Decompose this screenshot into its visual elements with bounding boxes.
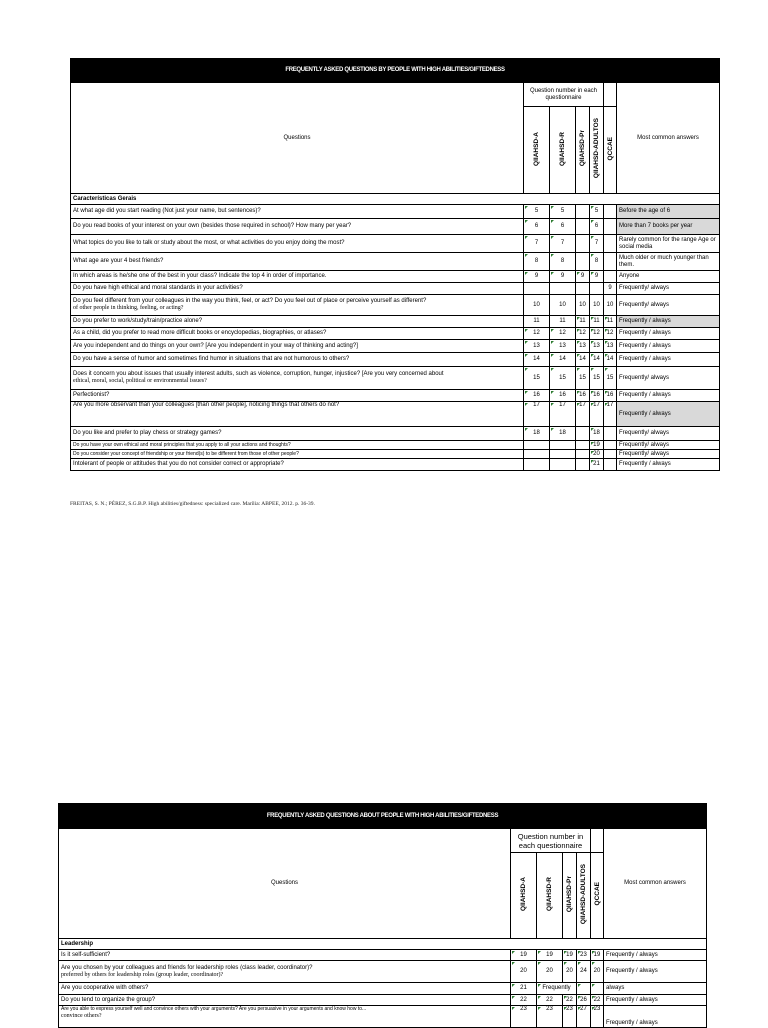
table-row xyxy=(71,271,720,283)
question-cell: Do you tend to organize the group? xyxy=(59,995,511,1006)
num-cell xyxy=(550,283,576,295)
num-cell: 12 xyxy=(576,328,590,340)
num-cell: 11 xyxy=(576,316,590,328)
num-cell xyxy=(604,205,617,219)
num-cell: 15 xyxy=(524,367,550,390)
header-blank-cell xyxy=(604,83,617,107)
num-cell: Frequently xyxy=(537,983,577,995)
num-cell: 16 xyxy=(604,390,617,402)
num-cell: 14 xyxy=(590,353,604,367)
num-cell xyxy=(604,219,617,235)
num-cell: 10 xyxy=(550,295,576,316)
answer-cell: Rarely common for the range Age or social media xyxy=(617,235,720,253)
num-cell: 17 xyxy=(524,402,550,427)
answer-cell: Frequently / always xyxy=(617,340,720,353)
question-cell: Do you like and prefer to play chess or strategy games? xyxy=(71,427,524,441)
num-cell: 9 xyxy=(524,271,550,283)
num-cell xyxy=(604,253,617,271)
table-row xyxy=(71,340,720,353)
num-cell xyxy=(550,459,576,471)
num-cell: 23 xyxy=(577,950,591,961)
num-cell: 17 xyxy=(576,402,590,427)
num-cell xyxy=(576,283,590,295)
col-header: QCCAE xyxy=(591,853,604,939)
num-cell: 12 xyxy=(604,328,617,340)
num-cell xyxy=(604,441,617,450)
num-cell: 13 xyxy=(524,340,550,353)
num-cell: 14 xyxy=(604,353,617,367)
questions-header: Questions xyxy=(59,829,511,939)
col-header: QIIAHSD-Pr xyxy=(563,853,577,939)
num-cell: 24 xyxy=(577,961,591,983)
question-cell: Are you chosen by your colleagues and friends for leadership roles (class leader, coordinator)? preferred by others for leadership roles (group leader, coordinator)? xyxy=(59,961,511,983)
table-row xyxy=(59,1006,707,1028)
table-row xyxy=(59,995,707,1006)
answer-cell: Before the age of 6 xyxy=(617,205,720,219)
question-cell: Are you cooperative with others? xyxy=(59,983,511,995)
num-cell: 19 xyxy=(511,950,537,961)
question-cell: Do you have a sense of humor and sometimes find humor in situations that are not humorous to others? xyxy=(71,353,524,367)
num-cell: 13 xyxy=(604,340,617,353)
num-cell: 21 xyxy=(511,983,537,995)
num-cell: 27 xyxy=(577,1006,591,1028)
col-header: QCCAE xyxy=(604,107,617,194)
num-cell: 13 xyxy=(550,340,576,353)
num-cell: 20 xyxy=(590,450,604,459)
num-cell: 10 xyxy=(590,295,604,316)
table-row xyxy=(71,219,720,235)
num-cell xyxy=(576,205,590,219)
num-cell: 7 xyxy=(590,235,604,253)
num-cell: 8 xyxy=(524,253,550,271)
num-cell: 5 xyxy=(550,205,576,219)
num-cell xyxy=(604,271,617,283)
col-header: QIIAHSD-R xyxy=(550,107,576,194)
col-header: QIIAHSD-R xyxy=(537,853,563,939)
num-cell xyxy=(524,441,550,450)
table-row xyxy=(71,295,720,316)
num-cell: 15 xyxy=(550,367,576,390)
num-cell: 19 xyxy=(590,441,604,450)
answer-cell: Much older or much younger than them. xyxy=(617,253,720,271)
num-cell: 14 xyxy=(550,353,576,367)
section-header: Leadership xyxy=(59,939,707,950)
num-cell: 22 xyxy=(537,995,563,1006)
answer-cell: Frequently/ always xyxy=(617,367,720,390)
num-cell xyxy=(604,427,617,441)
num-cell xyxy=(577,983,591,995)
col-header: QIIAHSD-A xyxy=(524,107,550,194)
faq-table-2 xyxy=(58,803,707,1028)
num-cell xyxy=(550,441,576,450)
table-row xyxy=(59,950,707,961)
question-cell: Perfectionist? xyxy=(71,390,524,402)
num-cell xyxy=(590,283,604,295)
num-cell: 10 xyxy=(604,295,617,316)
col-header: QIIAHSD-Pr xyxy=(576,107,590,194)
num-cell: 18 xyxy=(524,427,550,441)
answer-cell: More than 7 books per year xyxy=(617,219,720,235)
num-cell xyxy=(576,427,590,441)
num-cell xyxy=(576,219,590,235)
header-blank-cell xyxy=(591,829,604,853)
table-row xyxy=(71,328,720,340)
section-header: Características Gerais xyxy=(71,194,720,205)
faq-table-1 xyxy=(70,58,720,471)
question-cell: Do you feel different from your colleagues in the way you think, feel, or act? Do you feel out of place or perceive yourself as different? of other people in thinking, feeling, or acting? xyxy=(71,295,524,316)
num-cell: 6 xyxy=(524,219,550,235)
num-cell xyxy=(604,450,617,459)
num-cell: 15 xyxy=(604,367,617,390)
num-cell: 10 xyxy=(524,295,550,316)
num-cell: 5 xyxy=(524,205,550,219)
num-cell: 14 xyxy=(576,353,590,367)
table-row xyxy=(71,367,720,390)
num-cell: 17 xyxy=(604,402,617,427)
num-cell: 19 xyxy=(537,950,563,961)
question-cell: Do you have high ethical and moral standards in your activities? xyxy=(71,283,524,295)
answer-cell: Frequently / always xyxy=(604,995,707,1006)
table-row xyxy=(71,205,720,219)
num-cell: 22 xyxy=(511,995,537,1006)
num-cell: 26 xyxy=(577,995,591,1006)
num-cell: 6 xyxy=(590,219,604,235)
num-cell: 20 xyxy=(563,961,577,983)
col-header: QIIAHSD-A xyxy=(511,853,537,939)
citation-footnote: FREITAS, S. N.; PÉREZ, S.G.B.P. High abilities/giftedness: specialized care. Marília: ABPEE, 2012. p. 36-39. xyxy=(70,501,315,507)
num-cell: 22 xyxy=(563,995,577,1006)
table-row xyxy=(59,983,707,995)
table-row xyxy=(71,427,720,441)
num-cell xyxy=(524,459,550,471)
answer-cell: Frequently/ always xyxy=(617,441,720,450)
question-cell: Do you read books of your interest on your own (besides those required in school)? How many per year? xyxy=(71,219,524,235)
question-cell: Do you prefer to work/study/train/practice alone? xyxy=(71,316,524,328)
num-cell: 8 xyxy=(590,253,604,271)
question-cell: Are you independent and do things on your own? [Are you independent in your way of thinking and acting?] xyxy=(71,340,524,353)
table-row xyxy=(71,353,720,367)
num-cell: 16 xyxy=(550,390,576,402)
num-cell: 20 xyxy=(591,961,604,983)
answer-cell: Anyone xyxy=(617,271,720,283)
table-row xyxy=(71,390,720,402)
table-row xyxy=(59,961,707,983)
question-cell: Do you have your own ethical and moral principles that you apply to all your actions and thoughts? xyxy=(71,441,524,450)
answer-cell: Frequently / always xyxy=(617,459,720,471)
num-cell: 10 xyxy=(576,295,590,316)
question-cell: Does it concern you about issues that usually interest adults, such as violence, corruption, hunger, injustice? [Are you very concerned about ethical, moral, social, political or environmental issues? xyxy=(71,367,524,390)
question-cell: What topics do you like to talk or study about the most, or what activities do you enjoy doing the most? xyxy=(71,235,524,253)
question-number-header: Question number in each questionnaire xyxy=(524,83,604,107)
answer-cell: Frequently / always xyxy=(617,316,720,328)
num-cell: 9 xyxy=(604,283,617,295)
table-row xyxy=(71,283,720,295)
table-row xyxy=(71,441,720,450)
question-cell: Are you able to express yourself well and convince others with your arguments? Are you persuasive in your arguments and know how to... convince others? xyxy=(59,1006,511,1028)
table-row xyxy=(71,316,720,328)
question-number-header: Question number in each questionnaire xyxy=(511,829,591,853)
num-cell: 13 xyxy=(590,340,604,353)
num-cell xyxy=(576,235,590,253)
num-cell: 9 xyxy=(576,271,590,283)
num-cell: 11 xyxy=(604,316,617,328)
table-row xyxy=(71,235,720,253)
num-cell: 23 xyxy=(537,1006,563,1028)
num-cell xyxy=(524,450,550,459)
num-cell: 20 xyxy=(511,961,537,983)
answer-cell: Frequently / always xyxy=(617,328,720,340)
answer-cell: Frequently / always xyxy=(604,1006,707,1028)
question-cell: As a child, did you prefer to read more difficult books or encyclopedias, biographies, or atlases? xyxy=(71,328,524,340)
num-cell: 15 xyxy=(590,367,604,390)
num-cell xyxy=(604,459,617,471)
num-cell: 17 xyxy=(590,402,604,427)
num-cell: 8 xyxy=(550,253,576,271)
num-cell xyxy=(576,441,590,450)
num-cell: 15 xyxy=(576,367,590,390)
question-cell: At what age did you start reading (Not just your name, but sentences)? xyxy=(71,205,524,219)
num-cell: 21 xyxy=(590,459,604,471)
num-cell xyxy=(524,283,550,295)
question-cell: Intolerant of people or attitudes that you do not consider correct or appropriate? xyxy=(71,459,524,471)
num-cell: 9 xyxy=(590,271,604,283)
table-row xyxy=(71,402,720,427)
num-cell: 17 xyxy=(550,402,576,427)
num-cell: 6 xyxy=(550,219,576,235)
question-cell: What age are your 4 best friends? xyxy=(71,253,524,271)
num-cell: 16 xyxy=(590,390,604,402)
num-cell: 14 xyxy=(524,353,550,367)
table-title: FREQUENTLY ASKED QUESTIONS ABOUT PEOPLE WITH HIGH ABILITIES/GIFTEDNESS xyxy=(59,804,707,829)
answer-cell: Frequently / always xyxy=(617,353,720,367)
num-cell: 23 xyxy=(563,1006,577,1028)
num-cell: 12 xyxy=(524,328,550,340)
num-cell xyxy=(576,253,590,271)
num-cell: 12 xyxy=(550,328,576,340)
num-cell: 9 xyxy=(550,271,576,283)
answers-header: Most common answers xyxy=(617,83,720,194)
table-row xyxy=(71,450,720,459)
question-cell: Are you more observant than your colleagues [than other people], noticing things that others do not? xyxy=(71,402,524,427)
num-cell: 23 xyxy=(511,1006,537,1028)
answer-cell: always xyxy=(604,983,707,995)
col-header: QIIAHSD-ADULTOS xyxy=(577,853,591,939)
num-cell: 11 xyxy=(550,316,576,328)
answer-cell: Frequently / always xyxy=(604,961,707,983)
num-cell: 5 xyxy=(590,205,604,219)
num-cell: 18 xyxy=(590,427,604,441)
answers-header: Most common answers xyxy=(604,829,707,939)
num-cell: 19 xyxy=(591,950,604,961)
num-cell: 20 xyxy=(537,961,563,983)
table-row xyxy=(71,459,720,471)
table-row xyxy=(71,253,720,271)
num-cell: 18 xyxy=(550,427,576,441)
answer-cell: Frequently / always xyxy=(604,950,707,961)
num-cell xyxy=(550,450,576,459)
num-cell xyxy=(604,235,617,253)
num-cell: 16 xyxy=(576,390,590,402)
question-cell: In which areas is he/she one of the best in your class? Indicate the top 4 in order of importance. xyxy=(71,271,524,283)
answer-cell: Frequently/ always xyxy=(617,283,720,295)
num-cell xyxy=(591,983,604,995)
questions-header: Questions xyxy=(71,83,524,194)
answer-cell: Frequently / always xyxy=(617,390,720,402)
table-title: FREQUENTLY ASKED QUESTIONS BY PEOPLE WITH HIGH ABILITIES/GIFTEDNESS xyxy=(71,59,720,83)
answer-cell: Frequently/ always xyxy=(617,295,720,316)
answer-cell: Frequently / always xyxy=(617,402,720,427)
num-cell xyxy=(576,459,590,471)
num-cell: 7 xyxy=(524,235,550,253)
num-cell: 22 xyxy=(591,995,604,1006)
num-cell: 19 xyxy=(563,950,577,961)
num-cell xyxy=(576,450,590,459)
num-cell: 12 xyxy=(590,328,604,340)
num-cell: 13 xyxy=(576,340,590,353)
question-cell: Do you consider your concept of friendship or your friend(s) to be different from those of other people? xyxy=(71,450,524,459)
col-header: QIIAHSD-ADULTOS xyxy=(590,107,604,194)
num-cell: 11 xyxy=(590,316,604,328)
num-cell: 7 xyxy=(550,235,576,253)
answer-cell: Frequently/ always xyxy=(617,450,720,459)
answer-cell: Frequently/ always xyxy=(617,427,720,441)
question-cell: Is it self-sufficient? xyxy=(59,950,511,961)
num-cell: 11 xyxy=(524,316,550,328)
num-cell: 16 xyxy=(524,390,550,402)
num-cell: 23 xyxy=(591,1006,604,1028)
